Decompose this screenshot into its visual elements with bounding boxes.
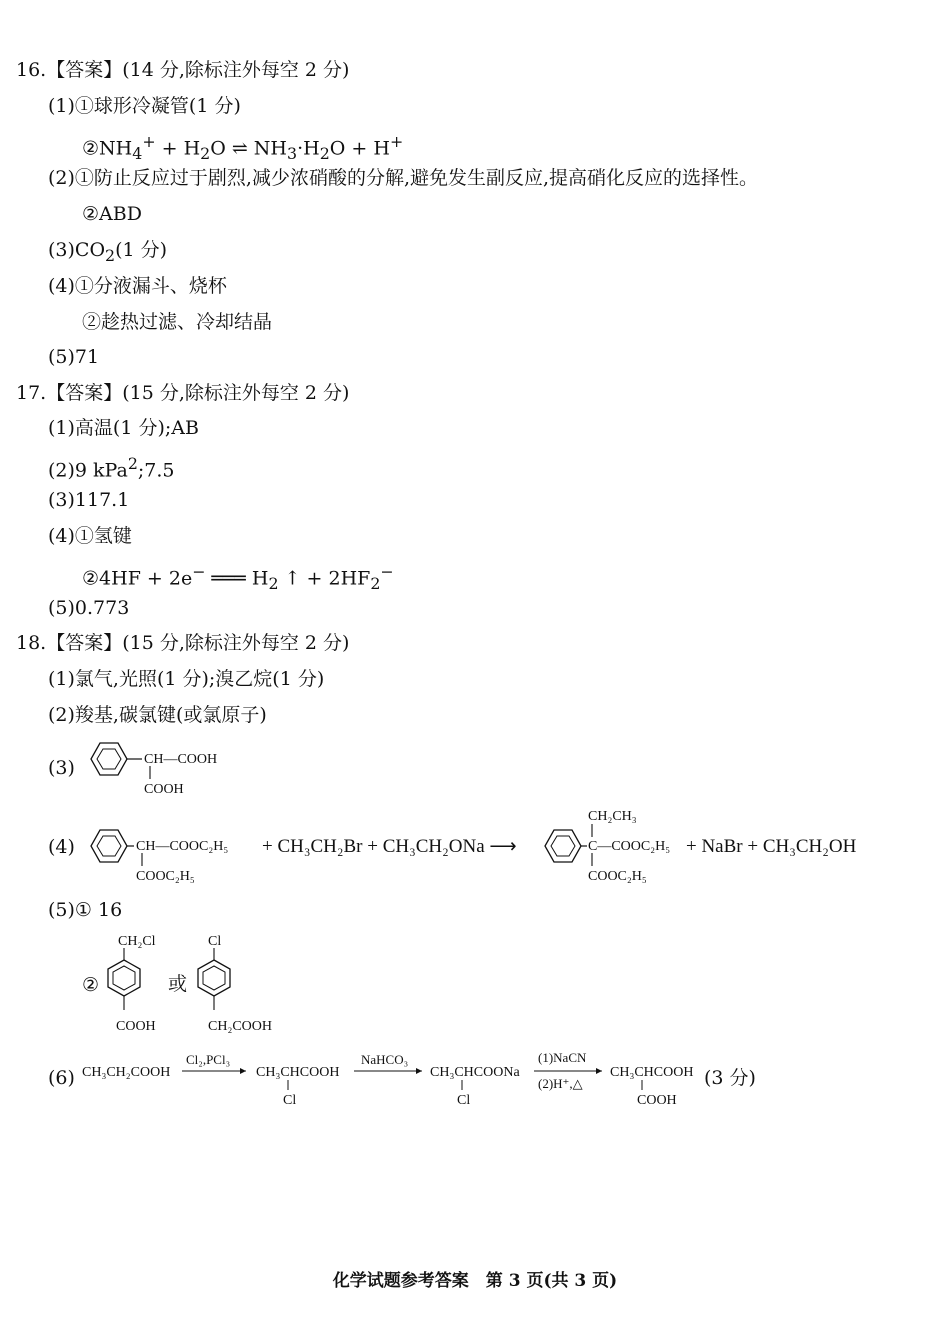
q16-part4-b: ②趁热过滤、冷却结晶 — [82, 311, 273, 333]
q18-part5-a: (5)① 16 — [48, 899, 123, 921]
q16-part4-a: (4)①分液漏斗、烧杯 — [48, 275, 227, 297]
s4-c-text: C—COOC₂H₅ — [588, 839, 671, 854]
q16-part5: (5)71 — [48, 346, 100, 368]
q17-part3: (3)117.1 — [48, 489, 130, 511]
q18-part6-route — [82, 1044, 712, 1110]
q18-part6-label: (6) — [48, 1067, 75, 1089]
q17-part4-b-equation: ②4HF + 2e− ═══ $H_2$ ↑ + $2HF_2^-$ — [82, 562, 394, 594]
s6-m3-text: CH₃CHCOONa — [430, 1065, 520, 1080]
q17-part2: (2)9 kPa$^2$;7.5 — [48, 454, 175, 482]
s5a-top-text: CH₂Cl — [118, 934, 156, 949]
q18-part5-structures — [104, 926, 304, 1038]
q17-part4-a: (4)①氢键 — [48, 525, 132, 547]
s6-m3-cl-text: Cl — [457, 1093, 471, 1108]
q16-part1-a: (1)①球形冷凝管(1 分) — [48, 95, 241, 117]
q16-part1-b-equation: $②NH_4^+ + H_2O$ ⇌ $NH_3\cdot H_2O + H^+$ — [82, 132, 404, 164]
or-text: 或 — [168, 974, 188, 995]
benzene-ring — [91, 830, 127, 862]
q18-part3-structure — [78, 735, 248, 799]
s4-reagents-text: + CH₃CH₂Br + CH₃CH₂ONa ⟶ — [262, 836, 517, 857]
s6-m4-text: CH₃CHCOOH — [610, 1065, 694, 1080]
q16-part2-a: (2)①防止反应过于剧烈,减少浓硝酸的分解,避免发生副反应,提高硝化反应的选择性。 — [48, 167, 759, 189]
q18-part5-b-label: ② — [82, 974, 100, 996]
q16-part3: $(3)CO_2(1$ 分) — [48, 239, 168, 265]
s6-r2-text: NaHCO₃ — [361, 1052, 409, 1067]
q18-part4-label: (4) — [48, 836, 75, 858]
s4-cooc2-text: COOC₂H₅ — [588, 869, 647, 884]
q17-part5: (5)0.773 — [48, 597, 130, 619]
s5b-bot-text: CH₂COOH — [208, 1019, 272, 1034]
s6-m1-text: CH₃CH₂COOH — [82, 1065, 171, 1080]
s6-r3b-text: (2)H⁺,△ — [538, 1076, 583, 1091]
page-footer: 化学试题参考答案 第 3 页(共 3 页) — [332, 1271, 618, 1291]
q17-part1: (1)高温(1 分);AB — [48, 417, 199, 439]
s6-r1-text: Cl₂,PCl₃ — [186, 1052, 231, 1067]
q16-heading: 16.【答案】(14 分,除标注外每空 2 分) — [16, 59, 350, 81]
s6-m2-cl-text: Cl — [283, 1093, 297, 1108]
q18-part1: (1)氯气,光照(1 分);溴乙烷(1 分) — [48, 668, 325, 690]
q18-part6-score: (3 分) — [704, 1067, 756, 1089]
q18-part3-label: (3) — [48, 757, 75, 779]
s6-m2-text: CH₃CHCOOH — [256, 1065, 340, 1080]
q16-part2-b: ②ABD — [82, 203, 142, 225]
s4-ch2ch3-text: CH₂CH₃ — [588, 809, 637, 824]
s5a-bot-text: COOH — [116, 1019, 156, 1034]
s6-r3a-text: (1)NaCN — [538, 1050, 587, 1065]
s5b-top-text: Cl — [208, 934, 222, 949]
s6-m4-cooh-text: COOH — [637, 1093, 677, 1108]
benzene-ring — [545, 830, 581, 862]
benzene-ring — [91, 743, 127, 775]
s3-cooh-text: COOH — [144, 782, 184, 797]
s4-cooc-text: COOC₂H₅ — [136, 869, 195, 884]
q17-heading: 17.【答案】(15 分,除标注外每空 2 分) — [16, 382, 350, 404]
q18-part4-reaction — [78, 800, 878, 892]
q18-part2: (2)羧基,碳氯键(或氯原子) — [48, 704, 267, 726]
s3-ch-text: CH—COOH — [144, 752, 218, 767]
q18-heading: 18.【答案】(15 分,除标注外每空 2 分) — [16, 632, 350, 654]
s4-ch-text: CH—COOC₂H₅ — [136, 839, 229, 854]
s4-products-text: + NaBr + CH₃CH₂OH — [686, 836, 857, 857]
